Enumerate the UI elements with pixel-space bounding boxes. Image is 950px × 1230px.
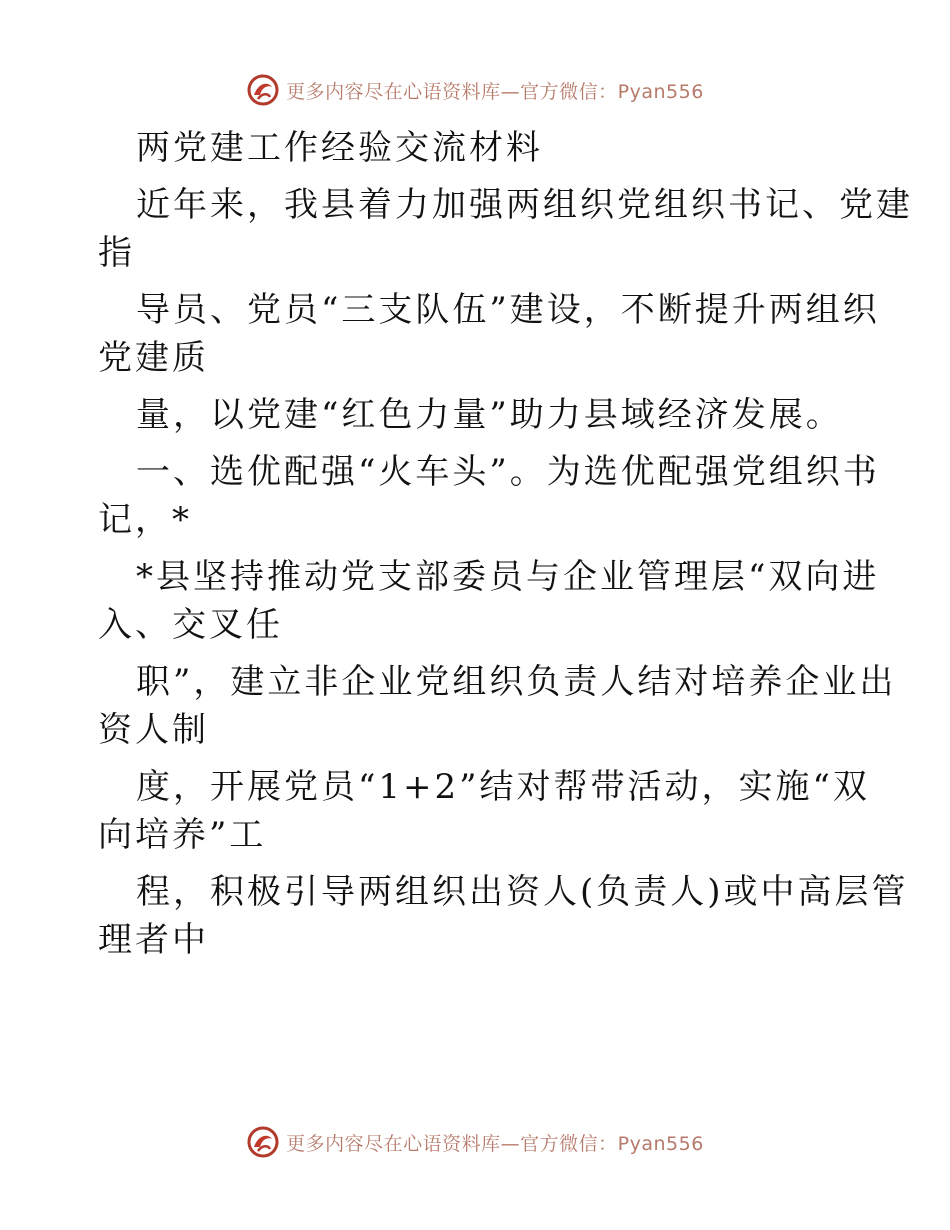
paragraph-line: 记，* [98,500,192,540]
header-watermark [0,70,950,110]
paragraph-line: 资人制 [98,710,209,750]
document-body [98,124,913,964]
watermark-text: 更多内容尽在心语资料库—官方微信：Pyan556 [286,80,704,103]
red-swirl-logo-icon [246,1125,280,1159]
paragraph-line: 量，以党建“红色力量”助力县域经济发展。 [136,395,843,435]
paragraph-line: 度，开展党员“1+2”结对帮带活动，实施“双 [136,767,870,807]
paragraph-line: 程，积极引导两组织出资人(负责人)或中高层管 [136,872,909,912]
paragraph-line: 指 [98,233,135,273]
paragraph-line: 职”，建立非企业党组织负责人结对培养企业出 [136,662,897,702]
footer-watermark [0,1122,950,1162]
paragraph-line: 向培养”工 [98,815,267,855]
paragraph-line: 一、选优配强“火车头”。为选优配强党组织书 [136,452,880,492]
watermark-text: 更多内容尽在心语资料库—官方微信：Pyan556 [286,1132,704,1155]
paragraph-line: *县坚持推动党支部委员与企业管理层“双向进 [136,557,880,597]
paragraph-line: 入、交叉任 [98,605,283,645]
paragraph-line: 理者中 [98,920,209,960]
paragraph-line: 近年来，我县着力加强两组织党组织书记、党建 [136,185,913,225]
red-swirl-logo-icon [246,73,280,107]
paragraph-line: 导员、党员“三支队伍”建设，不断提升两组织 [136,290,880,330]
paragraph-line: 党建质 [98,338,209,378]
document-title: 两党建工作经验交流材料 [136,128,543,168]
